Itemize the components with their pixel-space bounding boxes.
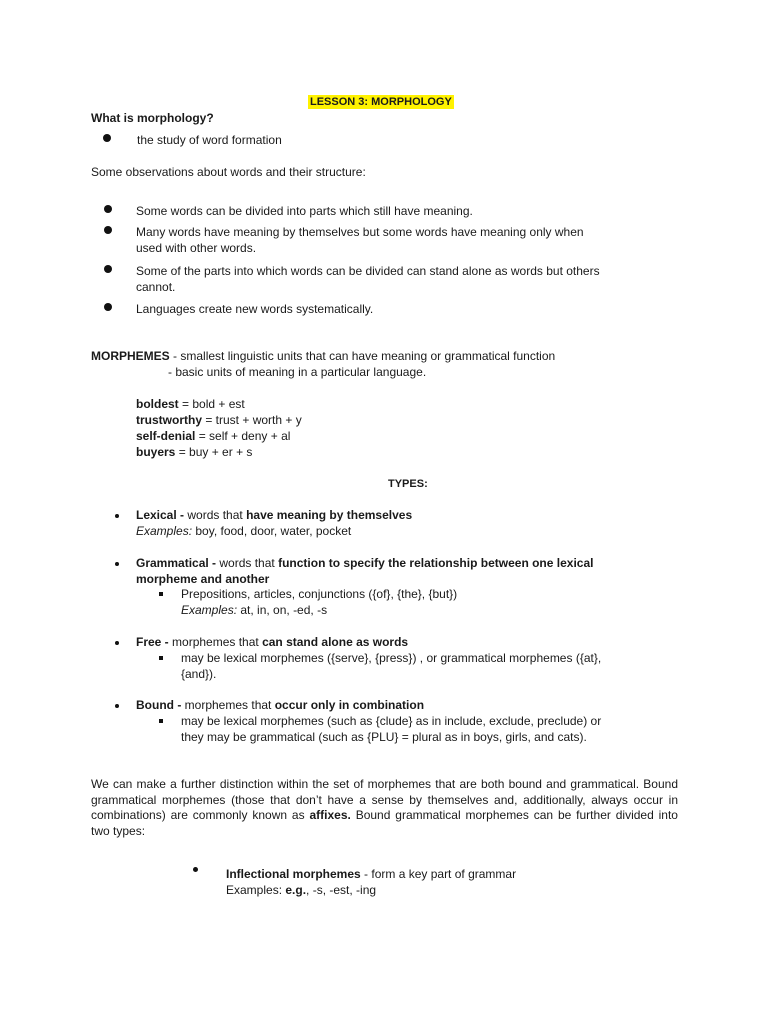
observation-item-cont: cannot. xyxy=(136,280,176,294)
observation-item: Many words have meaning by themselves but some words have meaning only when xyxy=(136,225,584,239)
examples-label: Examples: xyxy=(136,524,193,538)
type-grammatical xyxy=(136,556,593,571)
grammatical-examples xyxy=(181,603,327,618)
paragraph-text-end: Bound grammatical morphemes can be further divided into two types: xyxy=(91,808,678,838)
type-desc-bold: function to specify the relationship between one lexical xyxy=(278,556,594,570)
example-line xyxy=(136,445,252,460)
type-name: Bound - xyxy=(136,698,182,712)
observation-item: Languages create new words systematically. xyxy=(136,302,374,316)
example-line xyxy=(136,429,290,444)
type-desc-bold-cont: morpheme and another xyxy=(136,572,270,586)
question-heading: What is morphology? xyxy=(91,111,214,125)
examples-eg: e.g. xyxy=(285,883,307,897)
bullet-dot xyxy=(115,641,119,645)
examples-label: Examples: xyxy=(181,603,238,617)
square-bullet xyxy=(159,719,163,723)
type-free xyxy=(136,635,408,650)
bound-subitem-cont: they may be grammatical (such as {PLU} = plural as in boys, girls, and cats). xyxy=(181,730,587,744)
morphemes-def-2: - basic units of meaning in a particular language. xyxy=(168,365,427,379)
inflectional-item xyxy=(226,867,516,882)
type-desc-bold: have meaning by themselves xyxy=(246,508,413,522)
inflectional-examples xyxy=(226,883,376,898)
example-line xyxy=(136,397,245,412)
type-lexical xyxy=(136,508,412,523)
examples-text: at, in, on, -ed, -s xyxy=(237,603,328,617)
paragraph-text: We can make a further distinction within the set of morphemes that are both bound and grammatical. Bound grammatical morphemes (those that don’t have a sense by themselves and, additionally, always occur in combinations) are commonly known as xyxy=(91,777,678,822)
examples-text: , -s, -est, -ing xyxy=(306,883,377,897)
example-breakdown: = bold + est xyxy=(178,397,245,411)
bound-subitem: may be lexical morphemes (such as {clude} as in include, exclude, preclude) or xyxy=(181,714,602,728)
examples-text: boy, food, door, water, pocket xyxy=(192,524,352,538)
affixes-term: affixes. xyxy=(309,808,351,822)
morphemes-def-1: - smallest linguistic units that can have meaning or grammatical function xyxy=(169,349,556,363)
examples-label: Examples: xyxy=(226,883,286,897)
square-bullet xyxy=(159,592,163,596)
example-word: boldest xyxy=(136,397,179,411)
type-desc-bold: can stand alone as words xyxy=(262,635,409,649)
bullet-dot xyxy=(115,562,119,566)
bullet-dot xyxy=(104,303,112,311)
observation-item: Some words can be divided into parts which still have meaning. xyxy=(136,204,473,218)
type-name: Lexical - xyxy=(136,508,185,522)
bullet-dot xyxy=(103,134,111,142)
page-title: LESSON 3: MORPHOLOGY xyxy=(310,96,452,108)
bullet-dot xyxy=(104,265,112,273)
free-subitem: may be lexical morphemes ({serve}, {press}) , or grammatical morphemes ({at}, xyxy=(181,651,602,665)
bullet-dot xyxy=(193,867,198,872)
morphemes-definition xyxy=(91,349,555,364)
bullet-dot xyxy=(115,514,119,518)
type-bound xyxy=(136,698,424,713)
square-bullet xyxy=(159,656,163,660)
type-desc: words that xyxy=(184,508,247,522)
morphemes-term: MORPHEMES xyxy=(91,349,170,363)
lexical-examples xyxy=(136,524,351,539)
inflectional-def: - form a key part of grammar xyxy=(360,867,517,881)
example-breakdown: = buy + er + s xyxy=(175,445,253,459)
free-subitem-cont: {and}). xyxy=(181,667,217,681)
inflectional-name: Inflectional morphemes xyxy=(226,867,361,881)
definition-item: the study of word formation xyxy=(137,133,282,147)
example-breakdown: = self + deny + al xyxy=(195,429,291,443)
type-desc: morphemes that xyxy=(181,698,275,712)
type-desc: morphemes that xyxy=(168,635,263,649)
body-paragraph xyxy=(91,777,678,839)
example-breakdown: = trust + worth + y xyxy=(202,413,302,427)
example-word: buyers xyxy=(136,445,176,459)
bullet-dot xyxy=(115,704,119,708)
observation-item: Some of the parts into which words can be divided can stand alone as words but others xyxy=(136,264,600,278)
bullet-dot xyxy=(104,205,112,213)
type-desc-bold: occur only in combination xyxy=(274,698,425,712)
observations-intro: Some observations about words and their structure: xyxy=(91,165,366,179)
observation-item-cont: used with other words. xyxy=(136,241,257,255)
example-line xyxy=(136,413,302,428)
example-word: trustworthy xyxy=(136,413,202,427)
type-name: Free - xyxy=(136,635,169,649)
type-desc: words that xyxy=(216,556,279,570)
example-word: self-denial xyxy=(136,429,196,443)
bullet-dot xyxy=(104,226,112,234)
grammatical-subitem: Prepositions, articles, conjunctions ({of}, {the}, {but}) xyxy=(181,587,458,601)
types-heading: TYPES: xyxy=(388,478,428,490)
type-name: Grammatical - xyxy=(136,556,217,570)
